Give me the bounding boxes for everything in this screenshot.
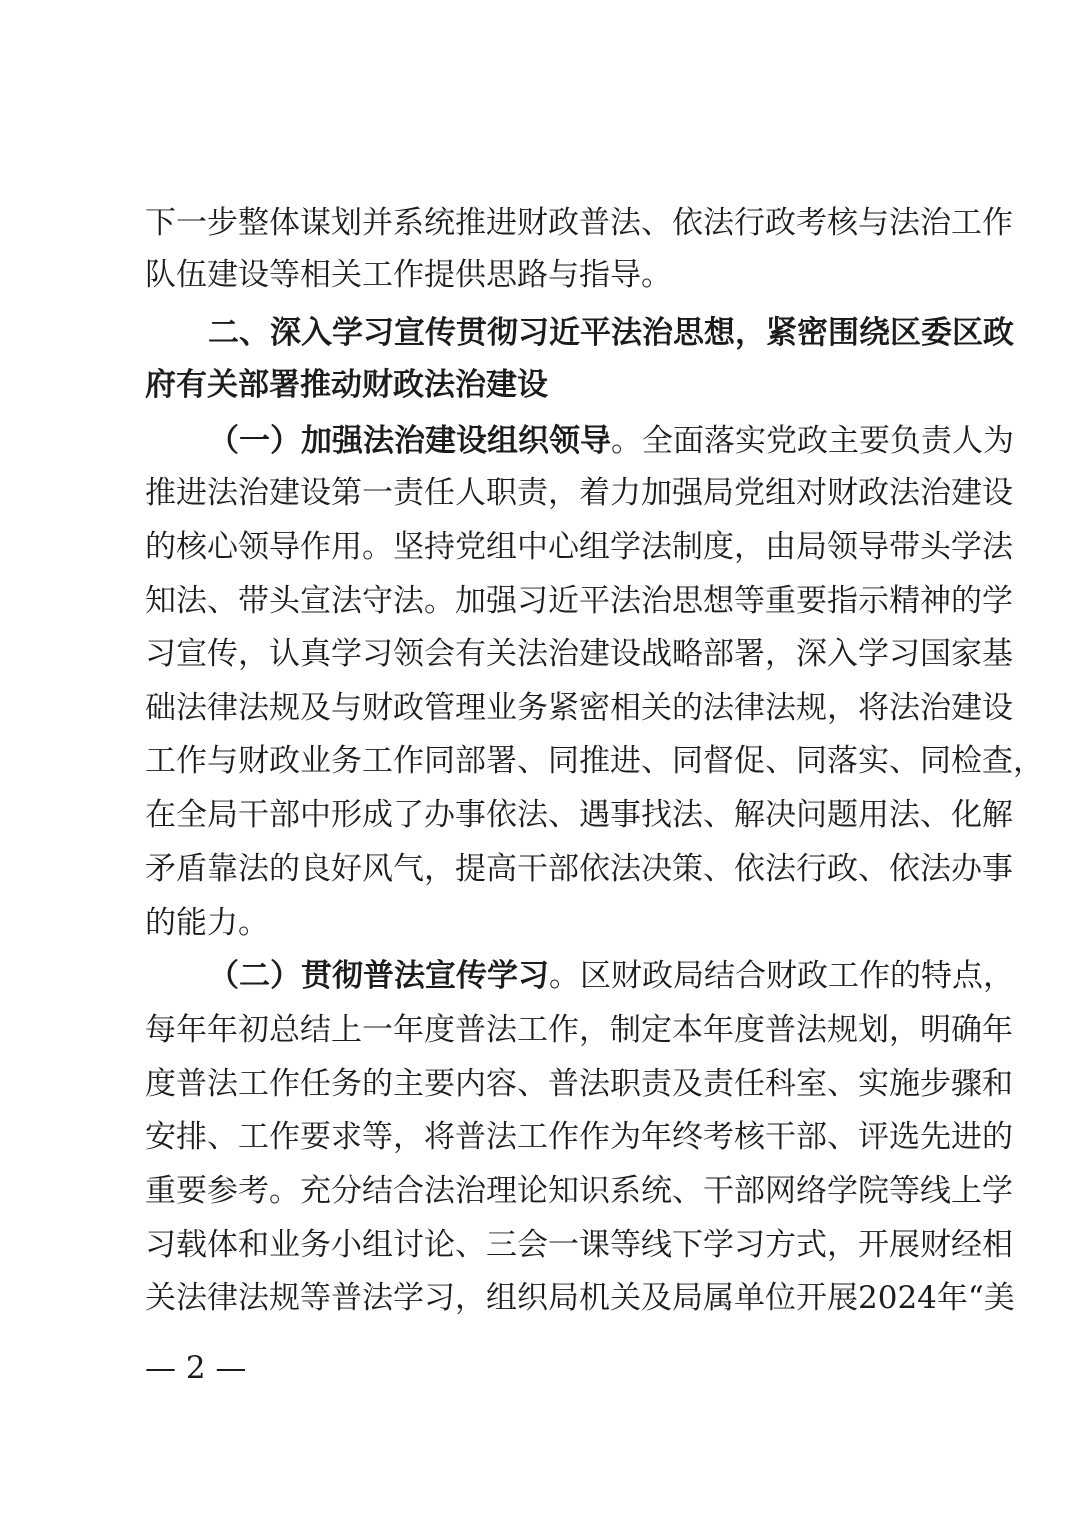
body-line: 知法、带头宣法守法。加强习近平法治思想等重要指示精神的学 bbox=[145, 583, 1013, 619]
body-line: 的核心领导作用。坚持党组中心组学法制度，由局领导带头学法 bbox=[145, 529, 1013, 565]
body-line: 在全局干部中形成了办事依法、遇事找法、解决问题用法、化解 bbox=[145, 797, 1013, 833]
body-line: 推进法治建设第一责任人职责，着力加强局党组对财政法治建设 bbox=[145, 475, 1013, 511]
body-line: 下一步整体谋划并系统推进财政普法、依法行政考核与法治工作 bbox=[145, 205, 1013, 241]
body-text: 。区财政局结合财政工作的特点， bbox=[549, 958, 1014, 994]
body-line: 习载体和业务小组讨论、三会一课等线下学习方式，开展财经相 bbox=[145, 1227, 1013, 1263]
body-line: 矛盾靠法的良好风气，提高干部依法决策、依法行政、依法办事 bbox=[145, 851, 1013, 887]
section-heading: 二、深入学习宣传贯彻习近平法治思想，紧密围绕区委区政 bbox=[208, 315, 1014, 351]
body-line: 工作与财政业务工作同部署、同推进、同督促、同落实、同检查， bbox=[145, 743, 1044, 779]
subsection-first-line bbox=[208, 418, 1014, 464]
body-text: 。全面落实党政主要负责人为 bbox=[611, 423, 1014, 459]
subsection-first-line bbox=[208, 953, 1014, 999]
page-number: — 2 — bbox=[145, 1350, 247, 1386]
body-line: 队伍建设等相关工作提供思路与指导。 bbox=[145, 257, 672, 293]
body-line: 习宣传，认真学习领会有关法治建设战略部署，深入学习国家基 bbox=[145, 636, 1013, 672]
subsection-title: （二）贯彻普法宣传学习 bbox=[208, 958, 549, 994]
body-line: 度普法工作任务的主要内容、普法职责及责任科室、实施步骤和 bbox=[145, 1066, 1013, 1102]
body-line: 每年年初总结上一年度普法工作，制定本年度普法规划，明确年 bbox=[145, 1012, 1013, 1048]
body-line: 的能力。 bbox=[145, 905, 269, 941]
body-line: 础法律法规及与财政管理业务紧密相关的法律法规，将法治建设 bbox=[145, 690, 1013, 726]
section-heading: 府有关部署推动财政法治建设 bbox=[145, 367, 548, 403]
subsection-title: （一）加强法治建设组织领导 bbox=[208, 423, 611, 459]
body-line: 重要参考。充分结合法治理论知识系统、干部网络学院等线上学 bbox=[145, 1173, 1013, 1209]
body-line: 安排、工作要求等，将普法工作作为年终考核干部、评选先进的 bbox=[145, 1119, 1013, 1155]
body-line: 关法律法规等普法学习，组织局机关及局属单位开展2024年“美 bbox=[145, 1280, 1015, 1316]
